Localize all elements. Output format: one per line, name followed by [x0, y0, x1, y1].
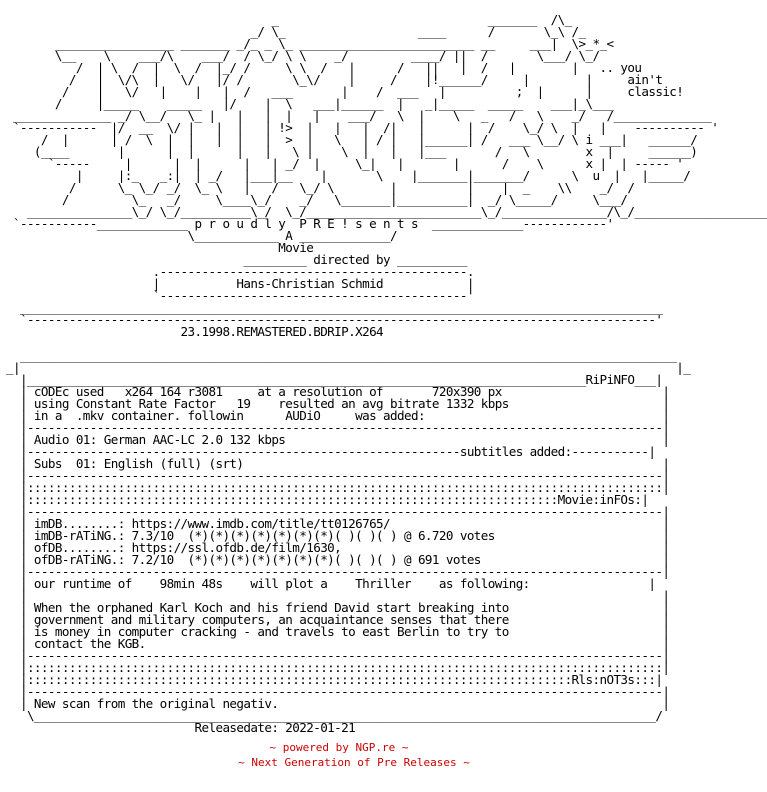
nfo-line: _________ directed by __________ [6, 252, 467, 267]
nfo-line: |::::::::::::::::::::::::::::::::::::::::::::::::::::::::::::::::::::::::::::Movie:inFOs:| [6, 492, 649, 507]
nfo-line: `----- | | | | | _/ | \_| | | / \ x | | ----- ' [6, 156, 684, 171]
nfo-line: |:::::::::::::::::::::::::::::::::::::::::::::::::::::::::::::::::::::::::::::::::::::::::::| [6, 480, 670, 495]
nfo-line: | ofDB........: https://ssl.ofdb.de/film/1630, | [6, 540, 670, 555]
nfo-line: | contact the KGB. | [6, 636, 670, 651]
nfo-line: | Subs 01: English (full) (srt) | [6, 456, 670, 471]
nfo-line: |-------------------------------------------------------------------------------------------| [6, 648, 670, 663]
powered-by-note: ~ powered by NGP.re ~ [269, 741, 409, 754]
nfo-line: |:::::::::::::::::::::::::::::::::::::::::::::::::::::::::::::::::::::::::::::::::::::::::::| [6, 660, 670, 675]
nfo-line: | Hans-Christian Schmid | [6, 276, 474, 291]
nfo-line: | New scan from the original negativ. | [6, 696, 670, 711]
nfo-line: |________________________________________________________________________________RiPiNFO___| [6, 372, 663, 387]
nfo-line: |-------------------------------------------------------------------------------------------| [6, 684, 670, 699]
nfo-line: |-------------------------------------------------------------------------------------------| [6, 564, 670, 579]
nfo-line: / \_ \_/ _/ \_ \ | / \_/ \ | | | _ \\ _/ / [6, 180, 635, 195]
nfo-line: (____ | | | | | \ | \ | | |___ / \ x | ______) [6, 144, 698, 159]
nfo-line: _/ \_ ____ / \_\ /_ [6, 24, 586, 39]
nfo-line: .--------------------------------------------. [6, 264, 474, 279]
nfo-text [6, 14, 767, 734]
nfo-line: |--------------------------------------------------------------subtitles added:-----------| [6, 444, 656, 459]
nfo-line: / | \ / | \ / |_/ / \ \ / | / || | / | | .. you [6, 60, 642, 75]
nfo-line: _| |_ [6, 360, 691, 375]
nfo-line: | |:_ _:| | _/ |___|__ | \ |_______|_______/ \ u | |_____/ [6, 168, 691, 183]
nfo-line: | Audio 01: German AAC-LC 2.0 132 kbps | [6, 432, 670, 447]
nfo-line: | imDB........: https://www.imdb.com/title/tt0126765/ | [6, 516, 670, 531]
nfo-line: _______________\_/ \_/__________\_/ \_/_________________________\_/_______________/\_/___________________ [6, 204, 767, 219]
nfo-line: \_________________________________________________________________________________________/ [6, 708, 663, 723]
nfo-line: | cODEc used x264 164 r3081 at a resolution of 720x390 px | [6, 384, 670, 399]
nfo-line: ____________________________________________________________________________________________ [6, 300, 663, 315]
nfo-line: | When the orphaned Karl Koch and his friend David start breaking into | [6, 600, 670, 615]
nfo-line: ______________ _/ \__/ \_ | | | | | ___/ \ | \ _ / \ _/ /______________ [6, 108, 712, 123]
nfo-line: / | | / \ | | | | | > | \ | / | |______| / ___ \__/ \ i ___| ______/ [6, 132, 698, 147]
nfo-line: _________________ _______ _/_ _ \_ _________________________ __ ___| \>_*_< [6, 36, 614, 51]
nfo-line: / | \/ | | | / ___ | / ___ | ; | | classic! [6, 84, 684, 99]
nfo-line: |-------------------------------------------------------------------------------------------| [6, 504, 670, 519]
nfo-line: | in a .mkv container. followin AUDiO was added: | [6, 408, 670, 423]
nfo-line: | is money in computer cracking - and travels to east Berlin to try to | [6, 624, 670, 639]
nfo-line: Releasedate: 2022-01-21 [6, 720, 356, 735]
nfo-line: |-------------------------------------------------------------------------------------------| [6, 468, 670, 483]
nfo-line: `--------------------------------------------' [6, 288, 474, 303]
nfo-line: 23.1998.REMASTERED.BDRIP.X264 [6, 324, 384, 339]
nfo-line: | government and military computers, an acquaintance senses that there | [6, 612, 670, 627]
nfo-line: \____________ A _____________/ [6, 228, 397, 243]
nfo-line: `----------- |/ __ \/ | | | | !> | | | /| | | / \_/ \ | | ---------- ' [6, 120, 719, 135]
nfo-line: | our runtime of 98min 48s will plot a Thriller as following: | [6, 576, 656, 591]
nfo-line: / \_ _/ \____\_/ _/ \_______|__________| _/ \_____/ \___/ [6, 192, 628, 207]
nfo-line: |-------------------------------------------------------------------------------------------| [6, 420, 670, 435]
nfo-line: `------------------------------------------------------------------------------------------' [6, 312, 663, 327]
nfo-line: _ _______ /\_ [6, 12, 572, 27]
nfo-line: / |_____ _____ |/ | \ ___|______ | _|_____ _____ ___|_\___ [6, 96, 614, 111]
nfo-line: | imDB-rATiNG.: 7.3/10 (*)(*)(*)(*)(*)(*)(*)( )( )( ) @ 6.720 votes | [6, 528, 670, 543]
nfo-line: |::::::::::::::::::::::::::::::::::::::::::::::::::::::::::::::::::::::::::::::Rls:nOT3s:::| [6, 672, 663, 687]
nfo-line: | ofDB-rATiNG.: 7.2/10 (*)(*)(*)(*)(*)(*)(*)( )( )( ) @ 691 votes | [6, 552, 670, 567]
footer-tagline: ~ Next Generation of Pre Releases ~ [238, 756, 470, 769]
nfo-line: | | [6, 588, 670, 603]
nfo-line: ______________________________________________________________________________________________ [6, 348, 677, 363]
nfo-line: | using Constant Rate Factor 19 resulted an avg bitrate 1332 kbps | [6, 396, 670, 411]
nfo-line: / | \/\ | \/ |/ / \_\/ | / |!______/ | | ain't [6, 72, 663, 87]
nfo-line: `-----------_____________ p r o u d l y P R E ! s e n t s _____________------------' [6, 216, 614, 231]
nfo-line: \__ \ ___/\ ___/ / \_/ \ \ _/ ____/ || / \___/ \_/ [6, 48, 600, 63]
nfo-line: Movie [6, 240, 314, 255]
